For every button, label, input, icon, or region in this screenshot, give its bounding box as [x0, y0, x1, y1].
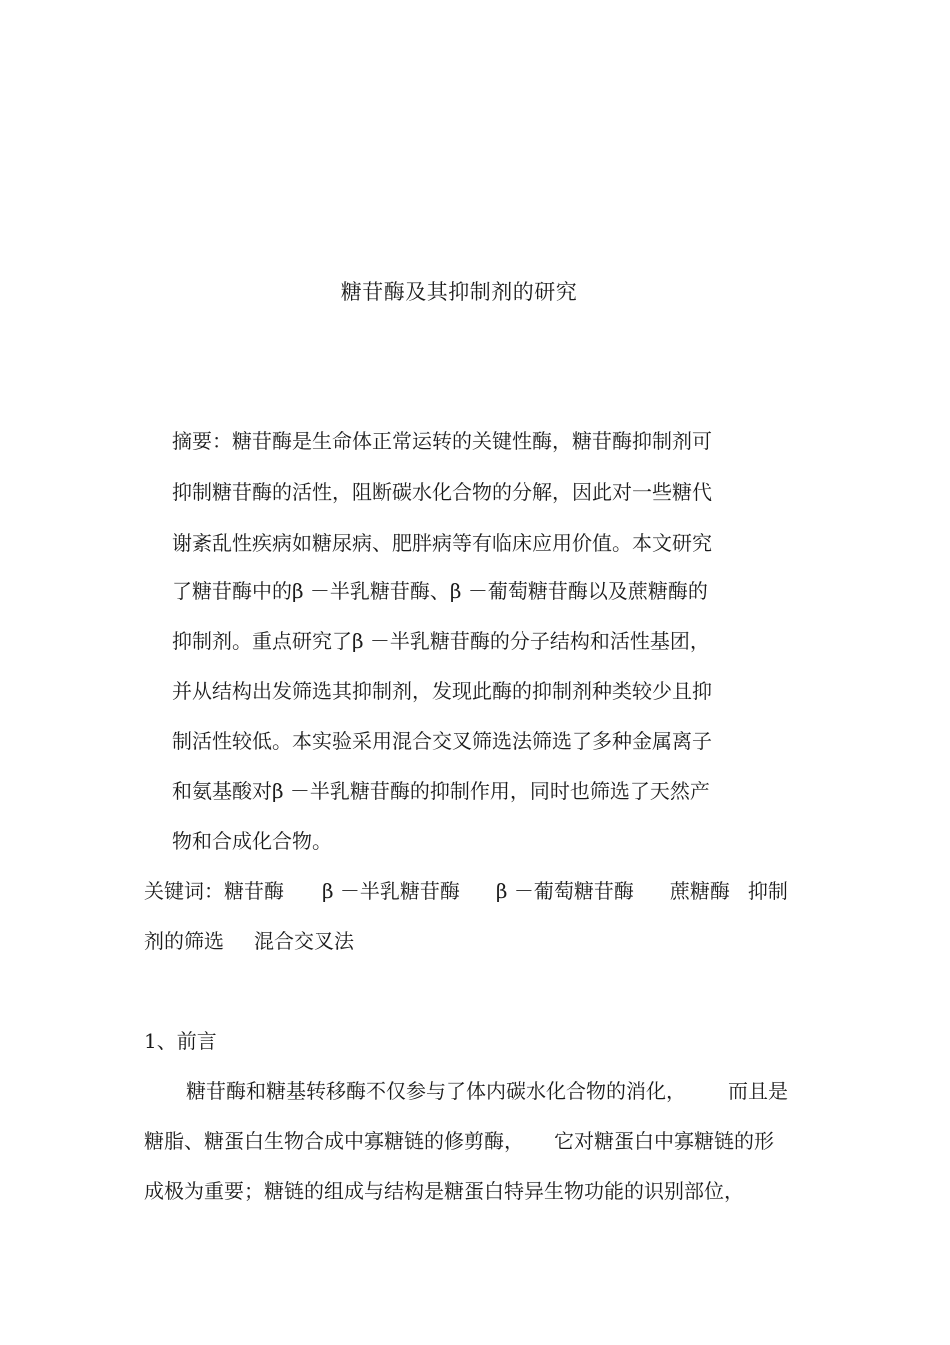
abstract-line: 了糖苷酶中的β －半乳糖苷酶、β －葡萄糖苷酶以及蔗糖酶的 — [172, 579, 708, 603]
abstract-line: 抑制剂。重点研究了β －半乳糖苷酶的分子结构和活性基团， — [172, 629, 710, 653]
abstract-line: 并从结构出发筛选其抑制剂，发现此酶的抑制剂种类较少且抑 — [172, 679, 712, 703]
keywords-line — [144, 877, 788, 905]
keyword-item: 蔗糖酶 — [669, 879, 730, 903]
abstract-line: 制活性较低。本实验采用混合交叉筛选法筛选了多种金属离子 — [172, 729, 712, 753]
abstract-line: 物和合成化合物。 — [172, 829, 332, 853]
document-title: 糖苷酶及其抑制剂的研究 — [340, 280, 578, 304]
paragraph-line: 成极为重要；糖链的组成与结构是糖蛋白特异生物功能的识别部位， — [144, 1179, 744, 1203]
keyword-item: β －半乳糖苷酶 — [322, 879, 460, 903]
keyword-item: 混合交叉法 — [254, 929, 354, 953]
keywords-continuation-line — [144, 927, 354, 955]
keyword-item: 剂的筛选 — [144, 929, 224, 953]
paragraph-line: 糖脂、糖蛋白生物合成中寡糖链的修剪酶， 它对糖蛋白中寡糖链的形 — [144, 1129, 774, 1153]
abstract-line: 摘要：糖苷酶是生命体正常运转的关键性酶，糖苷酶抑制剂可 — [172, 429, 712, 453]
abstract-line: 抑制糖苷酶的活性，阻断碳水化合物的分解，因此对一些糖代 — [172, 480, 712, 504]
keywords-label: 关键词： — [144, 879, 224, 903]
keyword-item: 糖苷酶 — [224, 879, 284, 903]
abstract-line: 谢紊乱性疾病如糖尿病、肥胖病等有临床应用价值。本文研究 — [172, 531, 712, 555]
section-heading: 1、前言 — [144, 1029, 217, 1053]
keyword-item: 抑制 — [747, 879, 788, 903]
keyword-item: β －葡萄糖苷酶 — [495, 879, 634, 903]
abstract-line: 和氨基酸对β －半乳糖苷酶的抑制作用，同时也筛选了天然产 — [172, 779, 710, 803]
paragraph-line: 糖苷酶和糖基转移酶不仅参与了体内碳水化合物的消化， 而且是 — [186, 1079, 788, 1103]
